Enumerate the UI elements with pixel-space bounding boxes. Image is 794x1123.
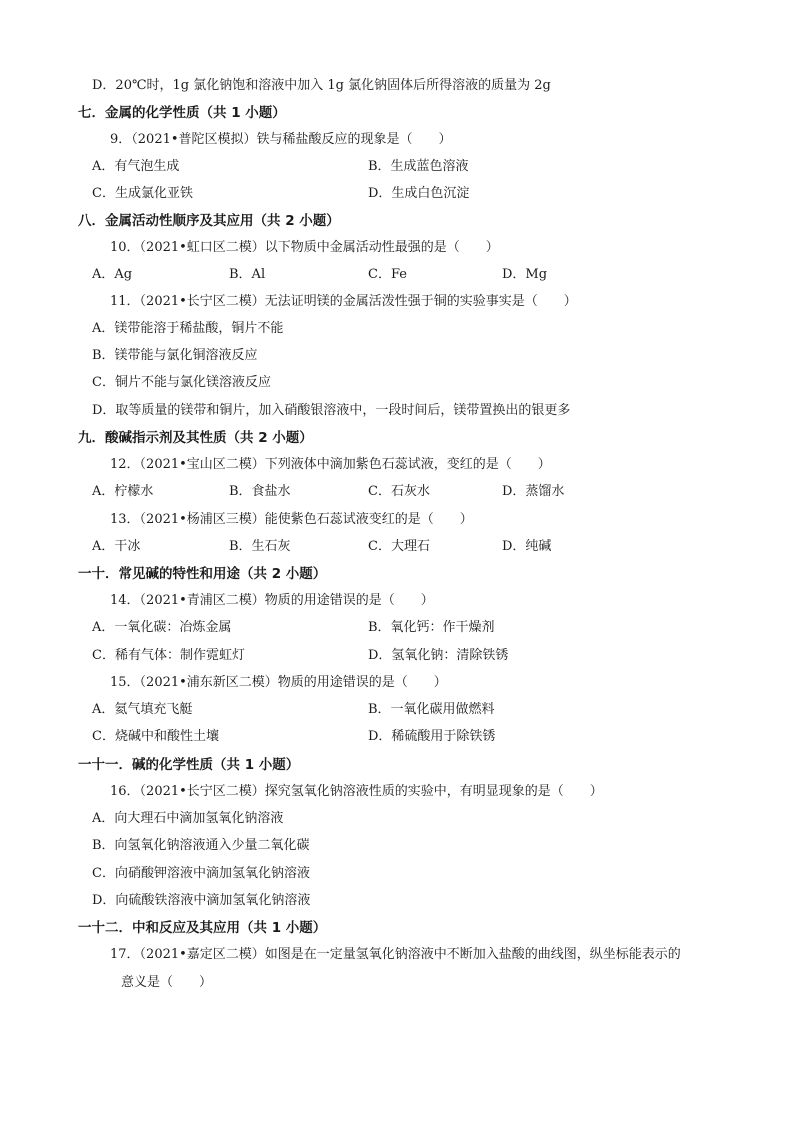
question-14-option-c: C．稀有气体：制作霓虹灯: [92, 648, 245, 663]
question-12-option-b: B．食盐水: [229, 484, 291, 499]
question-14-option-b: B．氧化钙：作干燥剂: [368, 620, 495, 635]
question-9-option-d: D．生成白色沉淀: [368, 186, 470, 201]
question-17-stem-line2: 意义是（ ）: [121, 975, 213, 990]
question-15-option-d: D．稀硫酸用于除铁锈: [368, 729, 496, 744]
section-heading-8: 八．金属活动性顺序及其应用（共 2 小题）: [78, 213, 340, 229]
question-11-option-c: C．铜片不能与氯化镁溶液反应: [92, 375, 271, 390]
section-heading-9: 九．酸碱指示剂及其性质（共 2 小题）: [78, 430, 313, 446]
section-heading-11: 一十一．碱的化学性质（共 1 小题）: [78, 757, 300, 773]
question-13-option-d: D．纯碱: [502, 539, 552, 554]
question-15-option-c: C．烧碱中和酸性土壤: [92, 729, 219, 744]
question-14-option-d: D．氢氧化钠：清除铁锈: [368, 648, 509, 663]
section-heading-10: 一十．常见碱的特性和用途（共 2 小题）: [78, 566, 327, 582]
question-16-option-b: B．向氢氧化钠溶液通入少量二氧化碳: [92, 838, 310, 853]
question-11-stem: 11．（2021•长宁区二模）无法证明镁的金属活泼性强于铜的实验事实是（ ）: [110, 294, 577, 309]
question-16-option-a: A．向大理石中滴加氢氧化钠溶液: [92, 811, 284, 826]
question-14-option-a: A．一氧化碳：冶炼金属: [92, 620, 232, 635]
question-15-stem: 15．（2021•浦东新区二模）物质的用途错误的是（ ）: [110, 675, 447, 690]
question-11-option-d: D．取等质量的镁带和铜片，加入硝酸银溶液中，一段时间后，镁带置换出的银更多: [92, 403, 571, 418]
question-15-option-b: B．一氧化碳用做燃料: [368, 702, 495, 717]
question-16-option-c: C．向硝酸钾溶液中滴加氢氧化钠溶液: [92, 866, 310, 881]
question-17-stem-line1: 17．（2021•嘉定区二模）如图是在一定量氢氧化钠溶液中不断加入盐酸的曲线图，纵坐标能表示的: [110, 947, 681, 962]
question-10-option-c: C．Fe: [368, 267, 407, 282]
question-9-option-b: B．生成蓝色溶液: [368, 159, 469, 174]
section-heading-12: 一十二．中和反应及其应用（共 1 小题）: [78, 920, 327, 936]
question-12-option-a: A．柠檬水: [92, 484, 154, 499]
question-15-option-a: A．氦气填充飞艇: [92, 702, 193, 717]
question-10-option-b: B．Al: [229, 267, 266, 282]
question-16-option-d: D．向硫酸铁溶液中滴加氢氧化钠溶液: [92, 893, 311, 908]
q8-option-d: D．20℃时，1g 氯化钠饱和溶液中加入 1g 氯化钠固体后所得溶液的质量为 2g: [92, 78, 551, 93]
question-9-option-c: C．生成氯化亚铁: [92, 186, 193, 201]
question-13-option-c: C．大理石: [368, 539, 430, 554]
question-11-option-b: B．镁带能与氯化铜溶液反应: [92, 348, 258, 363]
question-10-option-d: D．Mg: [502, 267, 548, 282]
question-14-stem: 14．（2021•青浦区二模）物质的用途错误的是（ ）: [110, 593, 434, 608]
question-11-option-a: A．镁带能溶于稀盐酸，铜片不能: [92, 321, 284, 336]
question-10-stem: 10．（2021•虹口区二模）以下物质中金属活动性最强的是（ ）: [110, 240, 499, 255]
question-12-option-c: C．石灰水: [368, 484, 430, 499]
question-12-option-d: D．蒸馏水: [502, 484, 565, 499]
section-heading-7: 七．金属的化学性质（共 1 小题）: [78, 105, 286, 121]
question-13-stem: 13．（2021•杨浦区三模）能使紫色石蕊试液变红的是（ ）: [110, 512, 473, 527]
question-9-option-a: A．有气泡生成: [92, 159, 180, 174]
question-9-stem: 9．（2021•普陀区模拟）铁与稀盐酸反应的现象是（ ）: [110, 132, 452, 147]
question-16-stem: 16．（2021•长宁区二模）探究氢氧化钠溶液性质的实验中，有明显现象的是（ ）: [110, 784, 603, 799]
question-13-option-a: A．干冰: [92, 539, 141, 554]
question-13-option-b: B．生石灰: [229, 539, 291, 554]
question-10-option-a: A．Ag: [92, 267, 133, 282]
question-12-stem: 12．（2021•宝山区二模）下列液体中滴加紫色石蕊试液，变红的是（ ）: [110, 457, 551, 472]
